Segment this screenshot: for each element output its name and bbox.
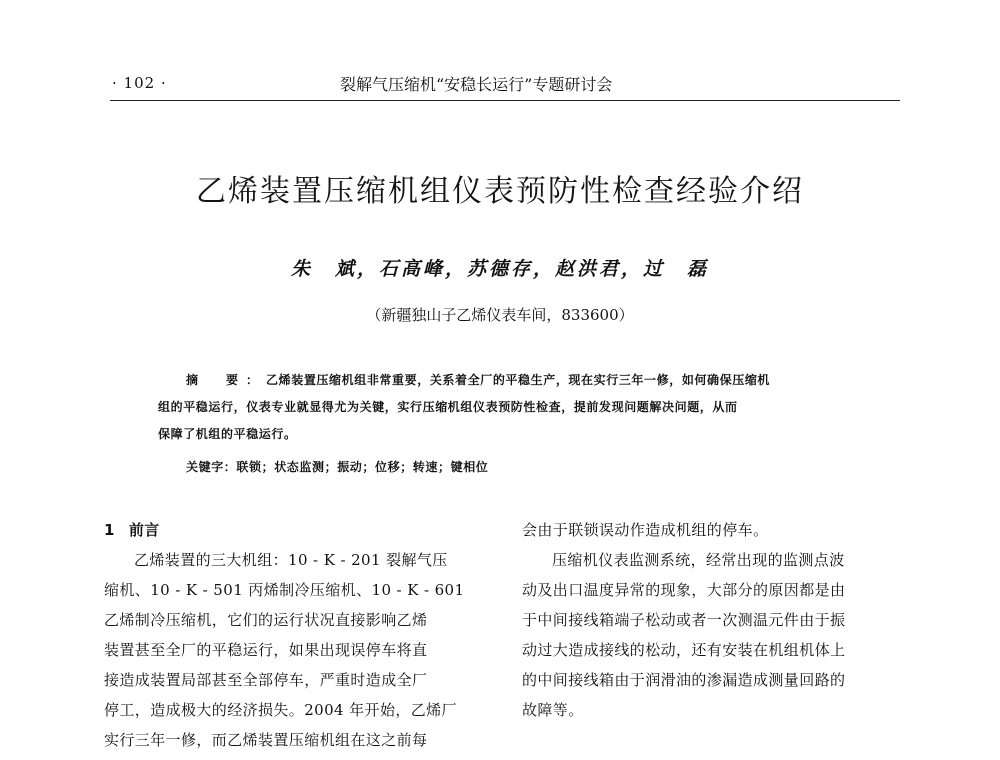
abstract-text-1: 乙烯装置压缩机组非常重要，关系着全厂的平稳生产，现在实行三年一修，如何确保压缩机 (266, 373, 771, 387)
right-line-3: 动及出口温度异常的现象，大部分的原因都是由 (522, 581, 846, 599)
left-line-5: 接造成装置局部甚至全部停车，严重时造成全厂 (104, 671, 428, 689)
abstract-line-1 (158, 367, 848, 394)
keywords-text: 联锁；状态监测；振动；位移；转速；键相位 (236, 460, 489, 474)
right-column (522, 515, 904, 725)
abstract (158, 367, 848, 448)
abstract-label: 摘 要： (186, 373, 267, 387)
journal-title: 裂解气压缩机“安稳长运行”专题研讨会 (340, 75, 613, 94)
left-column (104, 515, 504, 755)
affiliation: （新疆独山子乙烯仪表车间，833600） (366, 306, 634, 324)
left-line-2: 缩机、10 - K - 501 丙烯制冷压缩机、10 - K - 601 (104, 581, 465, 599)
abstract-line-3: 保障了机组的平稳运行。 (158, 427, 297, 441)
section-title: 前言 (128, 521, 160, 539)
section-number: 1 (104, 521, 115, 539)
section-heading (104, 515, 504, 545)
paper-title: 乙烯装置压缩机组仪表预防性检查经验介绍 (196, 174, 804, 209)
right-line-6: 的中间接线箱由于润滑油的渗漏造成测量回路的 (522, 671, 846, 689)
abstract-line-2: 组的平稳运行，仪表专业就显得尤为关键，实行压缩机组仪表预防性检查，提前发现问题解决问题，从而 (158, 400, 738, 414)
keywords (186, 458, 846, 475)
right-line-5: 动过大造成接线的松动，还有安装在机组机体上 (522, 641, 846, 659)
authors: 朱 斌，石高峰，苏德存，赵洪君，过 磊 (290, 258, 709, 280)
right-line-7: 故障等。 (522, 701, 584, 719)
left-line-7: 实行三年一修，而乙烯装置压缩机组在这之前每 (104, 731, 428, 749)
right-line-4: 于中间接线箱端子松动或者一次测温元件由于振 (522, 611, 846, 629)
right-line-1: 会由于联锁误动作造成机组的停车。 (522, 521, 769, 539)
right-line-2: 压缩机仪表监测系统，经常出现的监测点波 (552, 551, 845, 569)
page-number: · 102 · (112, 74, 167, 92)
running-header (112, 70, 900, 98)
left-line-4: 装置甚至全厂的平稳运行，如果出现误停车将直 (104, 641, 428, 659)
left-line-1: 乙烯装置的三大机组：10 - K - 201 裂解气压 (134, 551, 448, 569)
left-line-3: 乙烯制冷压缩机，它们的运行状况直接影响乙烯 (104, 611, 428, 629)
header-rule (110, 100, 900, 101)
left-line-6: 停工，造成极大的经济损失。2004 年开始，乙烯厂 (104, 701, 457, 719)
keywords-label: 关键字： (186, 460, 237, 474)
